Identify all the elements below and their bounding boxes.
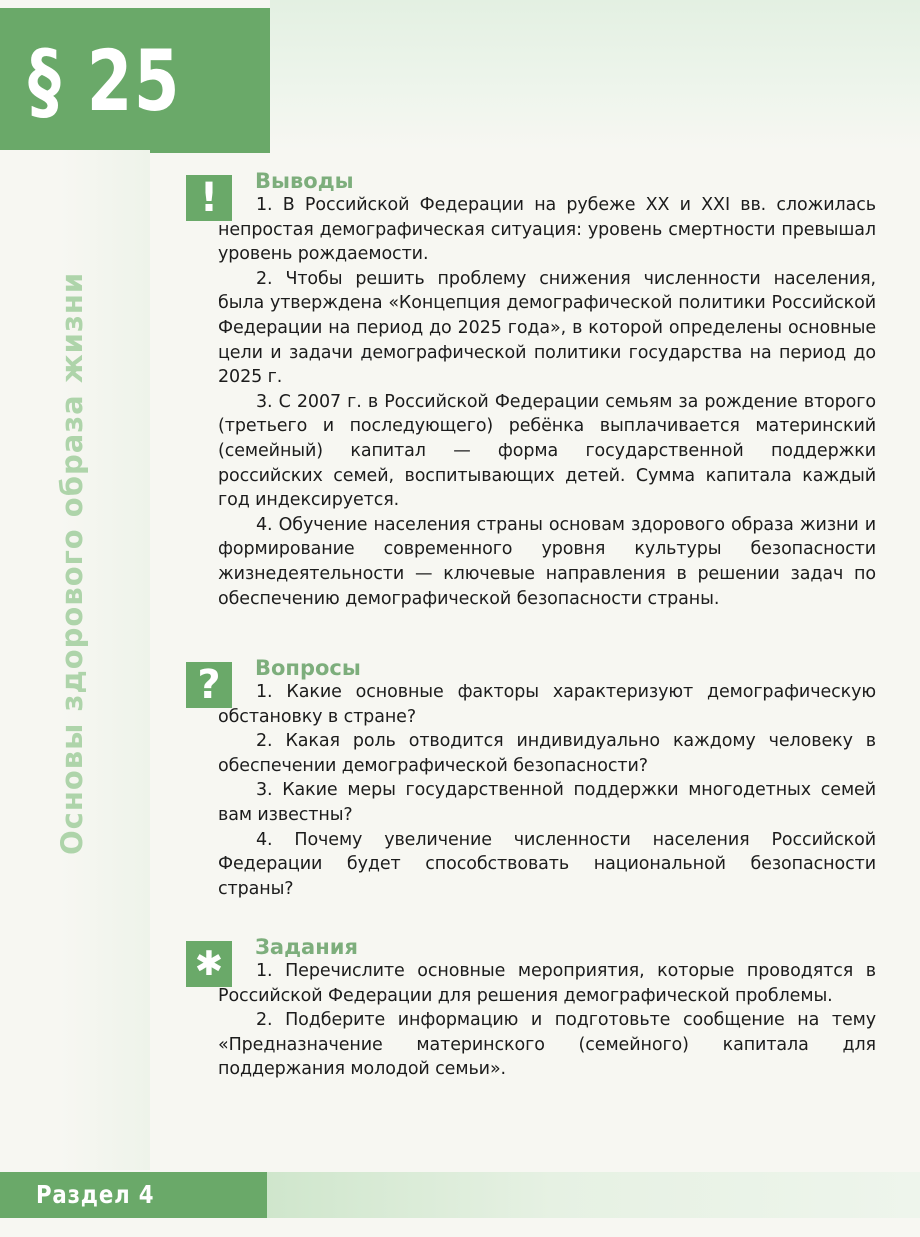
- exclamation-icon: !: [186, 175, 232, 221]
- paragraph-number: § 25: [28, 32, 181, 130]
- sidebar-title: Основы здорового образа жизни: [55, 271, 89, 855]
- questions-list: [218, 680, 876, 901]
- conclusions-list: [218, 193, 876, 611]
- tasks-list: [218, 959, 876, 1082]
- questions-heading: Вопросы: [255, 656, 361, 680]
- conclusion-item: 3. С 2007 г. в Российской Федерации семьям за рождение второго (третьего и последующего) ребёнка выплачивается материнский (семейный) капитал — форма государственной поддержки российских семей, воспитывающих детей. Сумма капитала каждый год индексируется.: [218, 391, 876, 511]
- tasks-heading: Задания: [255, 935, 358, 959]
- conclusion-item: 1. В Российской Федерации на рубеже XX и XXI вв. сложилась непростая демографическая ситуация: уровень смертности превышал уровень рождаемости.: [218, 195, 876, 265]
- paragraph-number-box: [0, 8, 270, 153]
- question-icon: ?: [186, 662, 232, 708]
- question-item: 4. Почему увеличение численности населения Российской Федерации будет способствовать национальной безопасности страны?: [218, 829, 876, 899]
- asterisk-icon: ✱: [186, 941, 232, 987]
- conclusions-heading: Выводы: [255, 169, 354, 193]
- conclusion-item: 2. Чтобы решить проблему снижения численности населения, была утверждена «Концепция демографической политики Российской Федерации на период до 2025 года», в которой определены основные цели и задачи демографической политики государства на период до 2025 г.: [218, 268, 876, 388]
- conclusion-item: 4. Обучение населения страны основам здорового образа жизни и формирование современного уровня культуры безопасности жизнедеятельности — ключевые направления в решении задач по обеспечению демографической безопасности страны.: [218, 514, 876, 609]
- question-item: 1. Какие основные факторы характеризуют демографическую обстановку в стране?: [218, 682, 876, 727]
- task-item: 1. Перечислите основные мероприятия, которые проводятся в Российской Федерации для решения демографической проблемы.: [218, 961, 876, 1006]
- task-item: 2. Подберите информацию и подготовьте сообщение на тему «Предназначение материнского (семейного) капитала для поддержания молодой семьи».: [218, 1010, 876, 1080]
- question-item: 2. Какая роль отводится индивидуально каждому человеку в обеспечении демографической безопасности?: [218, 731, 876, 776]
- question-item: 3. Какие меры государственной поддержки многодетных семей вам известны?: [218, 780, 876, 825]
- header-band: [270, 0, 920, 150]
- section-label: Раздел 4: [36, 1180, 155, 1209]
